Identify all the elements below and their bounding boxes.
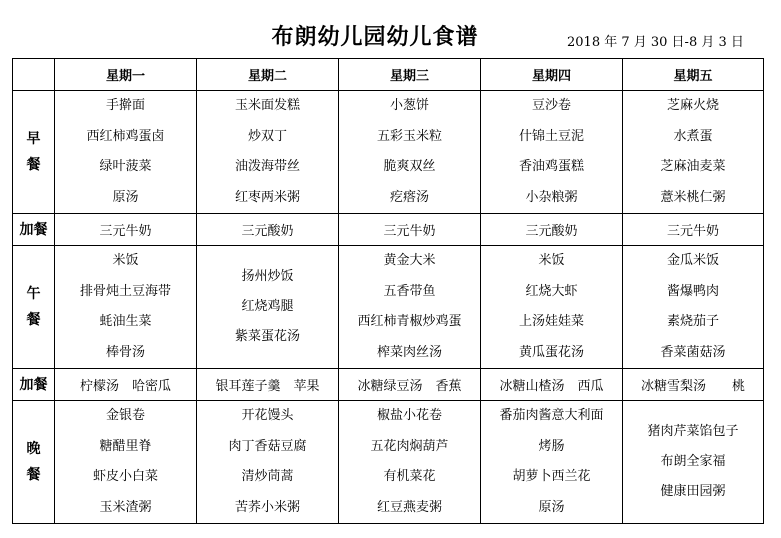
dinner-cell <box>339 401 481 524</box>
snack-cell: 银耳莲子羹 苹果 <box>197 369 339 401</box>
dish: 小葱饼 <box>389 98 429 113</box>
day-header: 星期二 <box>197 59 339 91</box>
breakfast-cell <box>197 91 339 214</box>
dinner-row <box>13 401 764 524</box>
dish: 五香带鱼 <box>383 283 436 299</box>
dish: 五花肉焖葫芦 <box>370 438 449 454</box>
dish: 脆爽双丝 <box>383 159 436 174</box>
dish: 金瓜米饭 <box>666 253 719 268</box>
dish: 五彩玉米粒 <box>376 128 442 144</box>
meal-label-char: 餐 <box>26 312 41 328</box>
corner-cell <box>13 59 55 91</box>
dish: 烤肠 <box>538 438 565 454</box>
dinner-cell <box>55 401 197 524</box>
dish: 布朗全家福 <box>660 454 726 469</box>
snack-label: 加餐 <box>13 214 55 246</box>
lunch-label <box>13 246 55 369</box>
dish: 豆沙卷 <box>531 98 571 113</box>
dish: 扬州炒饭 <box>241 269 294 284</box>
dish: 手擀面 <box>105 98 145 113</box>
dish: 糖醋里脊 <box>99 438 152 454</box>
dish: 清炒茼蒿 <box>241 469 294 484</box>
dish: 酱爆鸭肉 <box>666 283 719 299</box>
snack-cell: 三元牛奶 <box>623 214 764 246</box>
dish: 胡萝卜西兰花 <box>512 469 591 484</box>
snack-row <box>13 214 764 246</box>
snack-cell: 冰糖山楂汤 西瓜 <box>481 369 623 401</box>
dinner-label <box>13 401 55 524</box>
dish: 有机菜花 <box>383 469 436 484</box>
dinner-cell <box>623 401 764 524</box>
dish: 棒骨汤 <box>105 344 145 360</box>
dish: 香油鸡蛋糕 <box>518 159 584 174</box>
dish: 玉米渣粥 <box>99 499 152 515</box>
snack-cell: 三元牛奶 <box>55 214 197 246</box>
dish: 虾皮小白菜 <box>92 469 158 484</box>
dish: 西红柿鸡蛋卤 <box>86 128 165 144</box>
snack-row <box>13 369 764 401</box>
dish: 椒盐小花卷 <box>376 408 442 423</box>
dish: 油泼海带丝 <box>234 159 300 174</box>
dish: 薏米桃仁粥 <box>660 189 726 205</box>
lunch-cell <box>481 246 623 369</box>
header-row <box>13 59 764 91</box>
dish: 小杂粮粥 <box>525 189 578 205</box>
dish: 芝麻火烧 <box>666 98 719 113</box>
dish: 紫菜蛋花汤 <box>234 329 300 344</box>
dish: 番茄肉酱意大利面 <box>499 408 604 423</box>
snack-cell: 三元酸奶 <box>481 214 623 246</box>
snack-cell: 柠檬汤 哈密瓜 <box>55 369 197 401</box>
snack-label: 加餐 <box>13 369 55 401</box>
breakfast-row <box>13 91 764 214</box>
dish: 金银卷 <box>105 408 145 423</box>
dish: 芝麻油麦菜 <box>660 159 726 174</box>
dish: 米饭 <box>538 253 565 268</box>
snack-cell: 三元酸奶 <box>197 214 339 246</box>
dish: 原汤 <box>112 189 139 205</box>
dish: 红枣两米粥 <box>234 189 300 205</box>
dish: 排骨炖土豆海带 <box>79 283 171 299</box>
dish: 苦荞小米粥 <box>234 499 300 515</box>
dish: 红豆燕麦粥 <box>376 499 442 515</box>
meal-label-char: 早 <box>26 131 41 147</box>
snack-cell: 冰糖绿豆汤 香蕉 <box>339 369 481 401</box>
day-header: 星期五 <box>623 59 764 91</box>
page-title: 布朗幼儿园幼儿食谱 <box>271 25 479 50</box>
dish: 水煮蛋 <box>673 128 713 144</box>
breakfast-cell <box>623 91 764 214</box>
day-header: 星期四 <box>481 59 623 91</box>
dish: 肉丁香菇豆腐 <box>228 438 307 454</box>
dish: 原汤 <box>538 499 565 515</box>
meal-label-char: 餐 <box>26 467 41 483</box>
dish: 上汤娃娃菜 <box>518 314 584 329</box>
dish: 米饭 <box>112 253 139 268</box>
dish: 黄金大米 <box>383 253 436 268</box>
lunch-row <box>13 246 764 369</box>
dinner-cell <box>197 401 339 524</box>
dish: 榨菜肉丝汤 <box>376 344 442 360</box>
dish: 蚝油生菜 <box>99 314 152 329</box>
snack-cell: 三元牛奶 <box>339 214 481 246</box>
dish: 红烧鸡腿 <box>241 299 294 314</box>
breakfast-label <box>13 91 55 214</box>
meal-label-char: 餐 <box>26 157 41 173</box>
meal-label-char: 午 <box>26 286 41 302</box>
snack-cell: 冰糖雪梨汤 桃 <box>623 369 764 401</box>
day-header: 星期三 <box>339 59 481 91</box>
date-range: 2018 年 7 月 30 日-8 月 3 日 <box>567 35 744 50</box>
lunch-cell <box>55 246 197 369</box>
dish: 玉米面发糕 <box>234 98 300 113</box>
lunch-cell <box>623 246 764 369</box>
lunch-cell <box>339 246 481 369</box>
dish: 什锦土豆泥 <box>518 128 584 144</box>
day-header: 星期一 <box>55 59 197 91</box>
dish: 绿叶菠菜 <box>99 159 152 174</box>
dish: 健康田园粥 <box>660 484 726 499</box>
breakfast-cell <box>339 91 481 214</box>
dish: 西红柿青椒炒鸡蛋 <box>357 314 462 329</box>
dish: 猪肉芹菜馅包子 <box>647 424 739 439</box>
dinner-cell <box>481 401 623 524</box>
dish: 炒双丁 <box>247 128 287 144</box>
lunch-cell <box>197 246 339 369</box>
dish: 黄瓜蛋花汤 <box>518 344 584 360</box>
dish: 素烧茄子 <box>666 314 719 329</box>
meal-label-char: 晚 <box>26 441 41 457</box>
dish: 香菜菌菇汤 <box>660 344 726 360</box>
breakfast-cell <box>481 91 623 214</box>
dish: 开花馒头 <box>241 408 294 423</box>
dish: 疙瘩汤 <box>389 189 429 205</box>
breakfast-cell <box>55 91 197 214</box>
dish: 红烧大虾 <box>525 283 578 299</box>
menu-table <box>12 58 764 524</box>
